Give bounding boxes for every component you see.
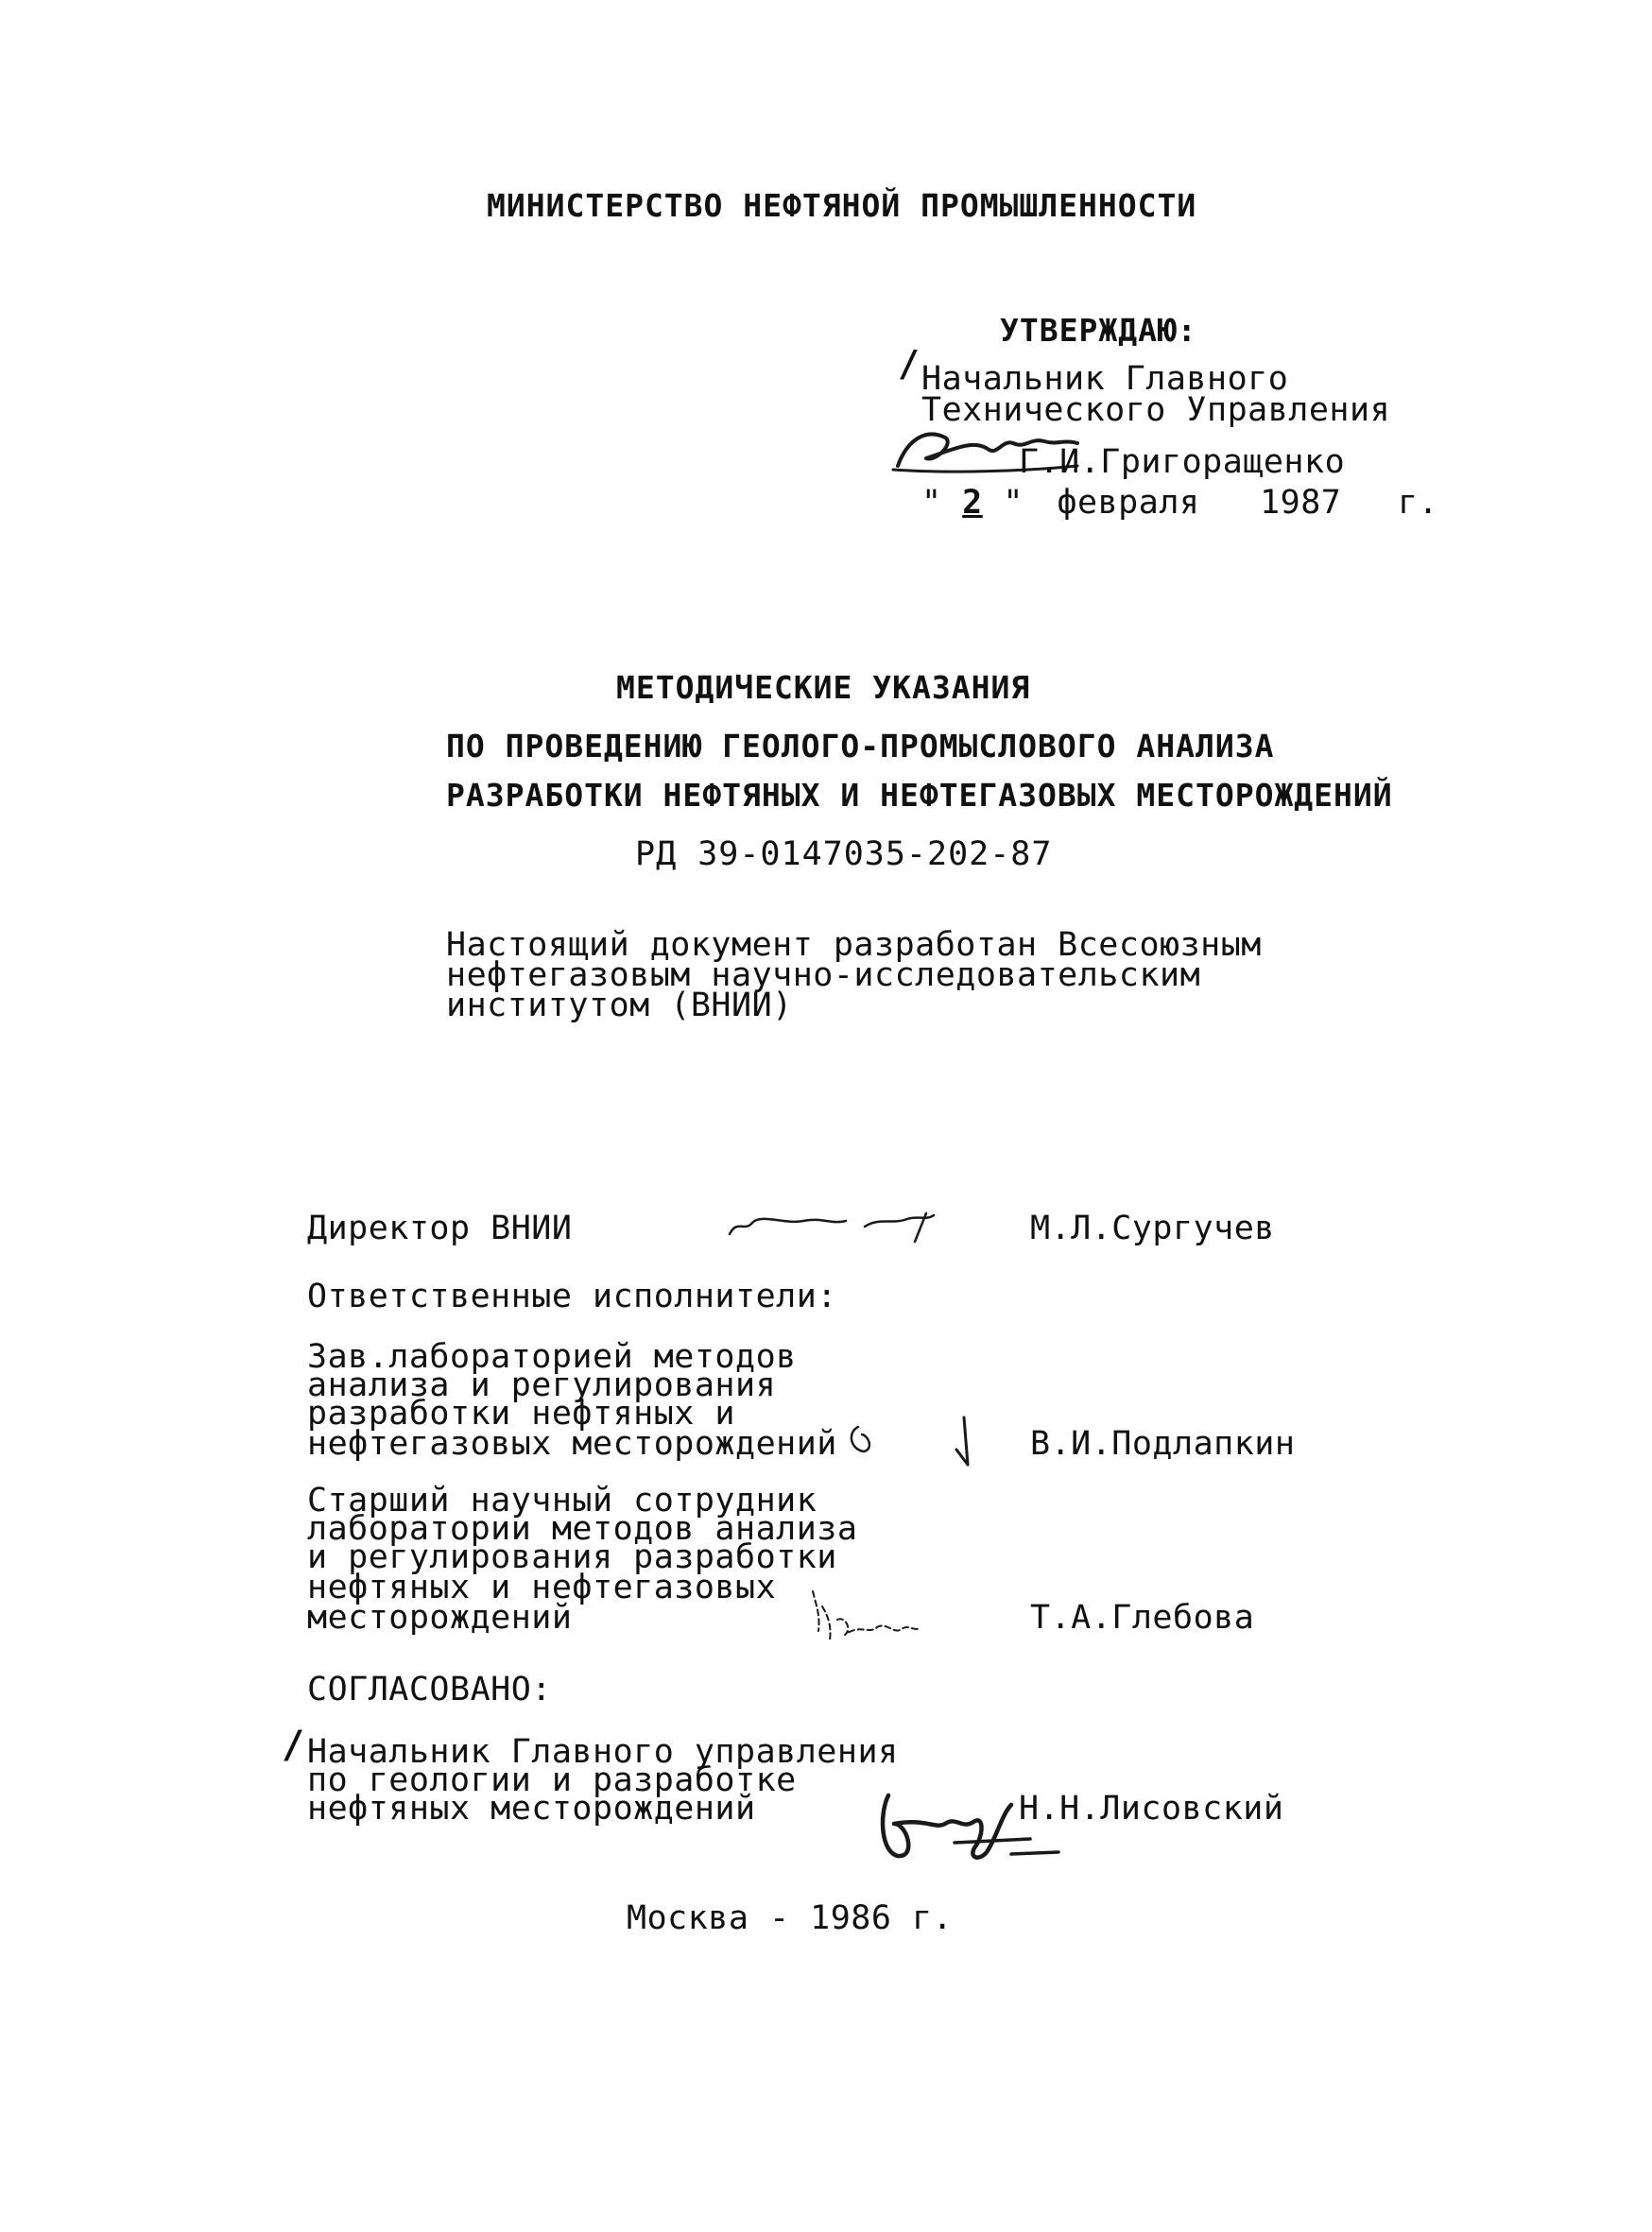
agreed-position-line2: по геологии и разработке	[307, 1761, 797, 1799]
place-and-year: Москва - 1986 г.	[627, 1899, 954, 1937]
developer-line1: Настоящий документ разработан Всесоюзным	[446, 926, 1262, 964]
approval-date	[921, 484, 1438, 522]
senior-signature	[803, 1578, 964, 1663]
margin-tick-mark: /	[898, 343, 920, 385]
date-month: февраля	[1057, 484, 1200, 522]
head-lab-name: В.И.Подлапкин	[1030, 1425, 1296, 1463]
document-subtitle-line2: РАЗРАБОТКИ НЕФТЯНЫХ И НЕФТЕГАЗОВЫХ МЕСТОРОЖДЕНИЙ	[446, 777, 1393, 814]
senior-line2: лаборатории методов анализа	[307, 1510, 858, 1548]
senior-line1: Старший научный сотрудник	[307, 1482, 817, 1519]
date-day: 2	[962, 484, 983, 522]
approve-label: УТВЕРЖДАЮ:	[1000, 312, 1197, 349]
senior-line3: и регулирования разработки	[307, 1538, 837, 1576]
document-subtitle-line1: ПО ПРОВЕДЕНИЮ ГЕОЛОГО-ПРОМЫСЛОВОГО АНАЛИЗА	[446, 728, 1275, 764]
head-lab-line3: разработки нефтяных и	[307, 1395, 736, 1433]
senior-name: Т.А.Глебова	[1030, 1599, 1255, 1637]
agreed-label: СОГЛАСОВАНО:	[307, 1671, 552, 1708]
developer-line3: институтом (ВНИИ)	[446, 987, 793, 1024]
senior-line4: нефтяных и нефтегазовых	[307, 1569, 777, 1606]
date-quote-close: "	[1003, 484, 1024, 522]
head-lab-line4: нефтегазовых месторождений	[307, 1425, 837, 1463]
document-title: МЕТОДИЧЕСКИЕ УКАЗАНИЯ	[616, 669, 1031, 706]
agreed-position-line1: Начальник Главного управления	[307, 1733, 899, 1771]
date-year: 1987	[1260, 484, 1342, 522]
ministry-heading: МИНИСТЕРСТВО НЕФТЯНОЙ ПРОМЫШЛЕННОСТИ	[487, 187, 1197, 224]
approver-name: Г.И.Григоращенко	[1019, 443, 1346, 481]
senior-line5: месторождений	[307, 1599, 573, 1637]
head-lab-line1: Зав.лабораторией методов	[307, 1338, 797, 1376]
agreed-name: Н.Н.Лисовский	[1019, 1790, 1284, 1828]
head-lab-line2: анализа и регулирования	[307, 1366, 777, 1404]
developer-line2: нефтегазовым научно-исследовательским	[446, 956, 1201, 994]
approver-position-line1: Начальник Главного	[921, 360, 1289, 398]
margin-tick-mark-agreed: /	[282, 1724, 305, 1767]
approver-position-line2: Технического Управления	[921, 391, 1391, 429]
director-label: Директор ВНИИ	[307, 1210, 573, 1247]
director-signature	[718, 1200, 964, 1247]
director-name: М.Л.Сургучев	[1030, 1210, 1275, 1247]
date-quote-open: "	[921, 484, 942, 522]
date-suffix: г.	[1397, 484, 1439, 522]
document-code: РД 39-0147035-202-87	[635, 835, 1053, 873]
head-lab-signature	[841, 1408, 1011, 1474]
responsible-heading: Ответственные исполнители:	[307, 1278, 837, 1315]
agreed-position-line3: нефтяных месторождений	[307, 1790, 756, 1828]
